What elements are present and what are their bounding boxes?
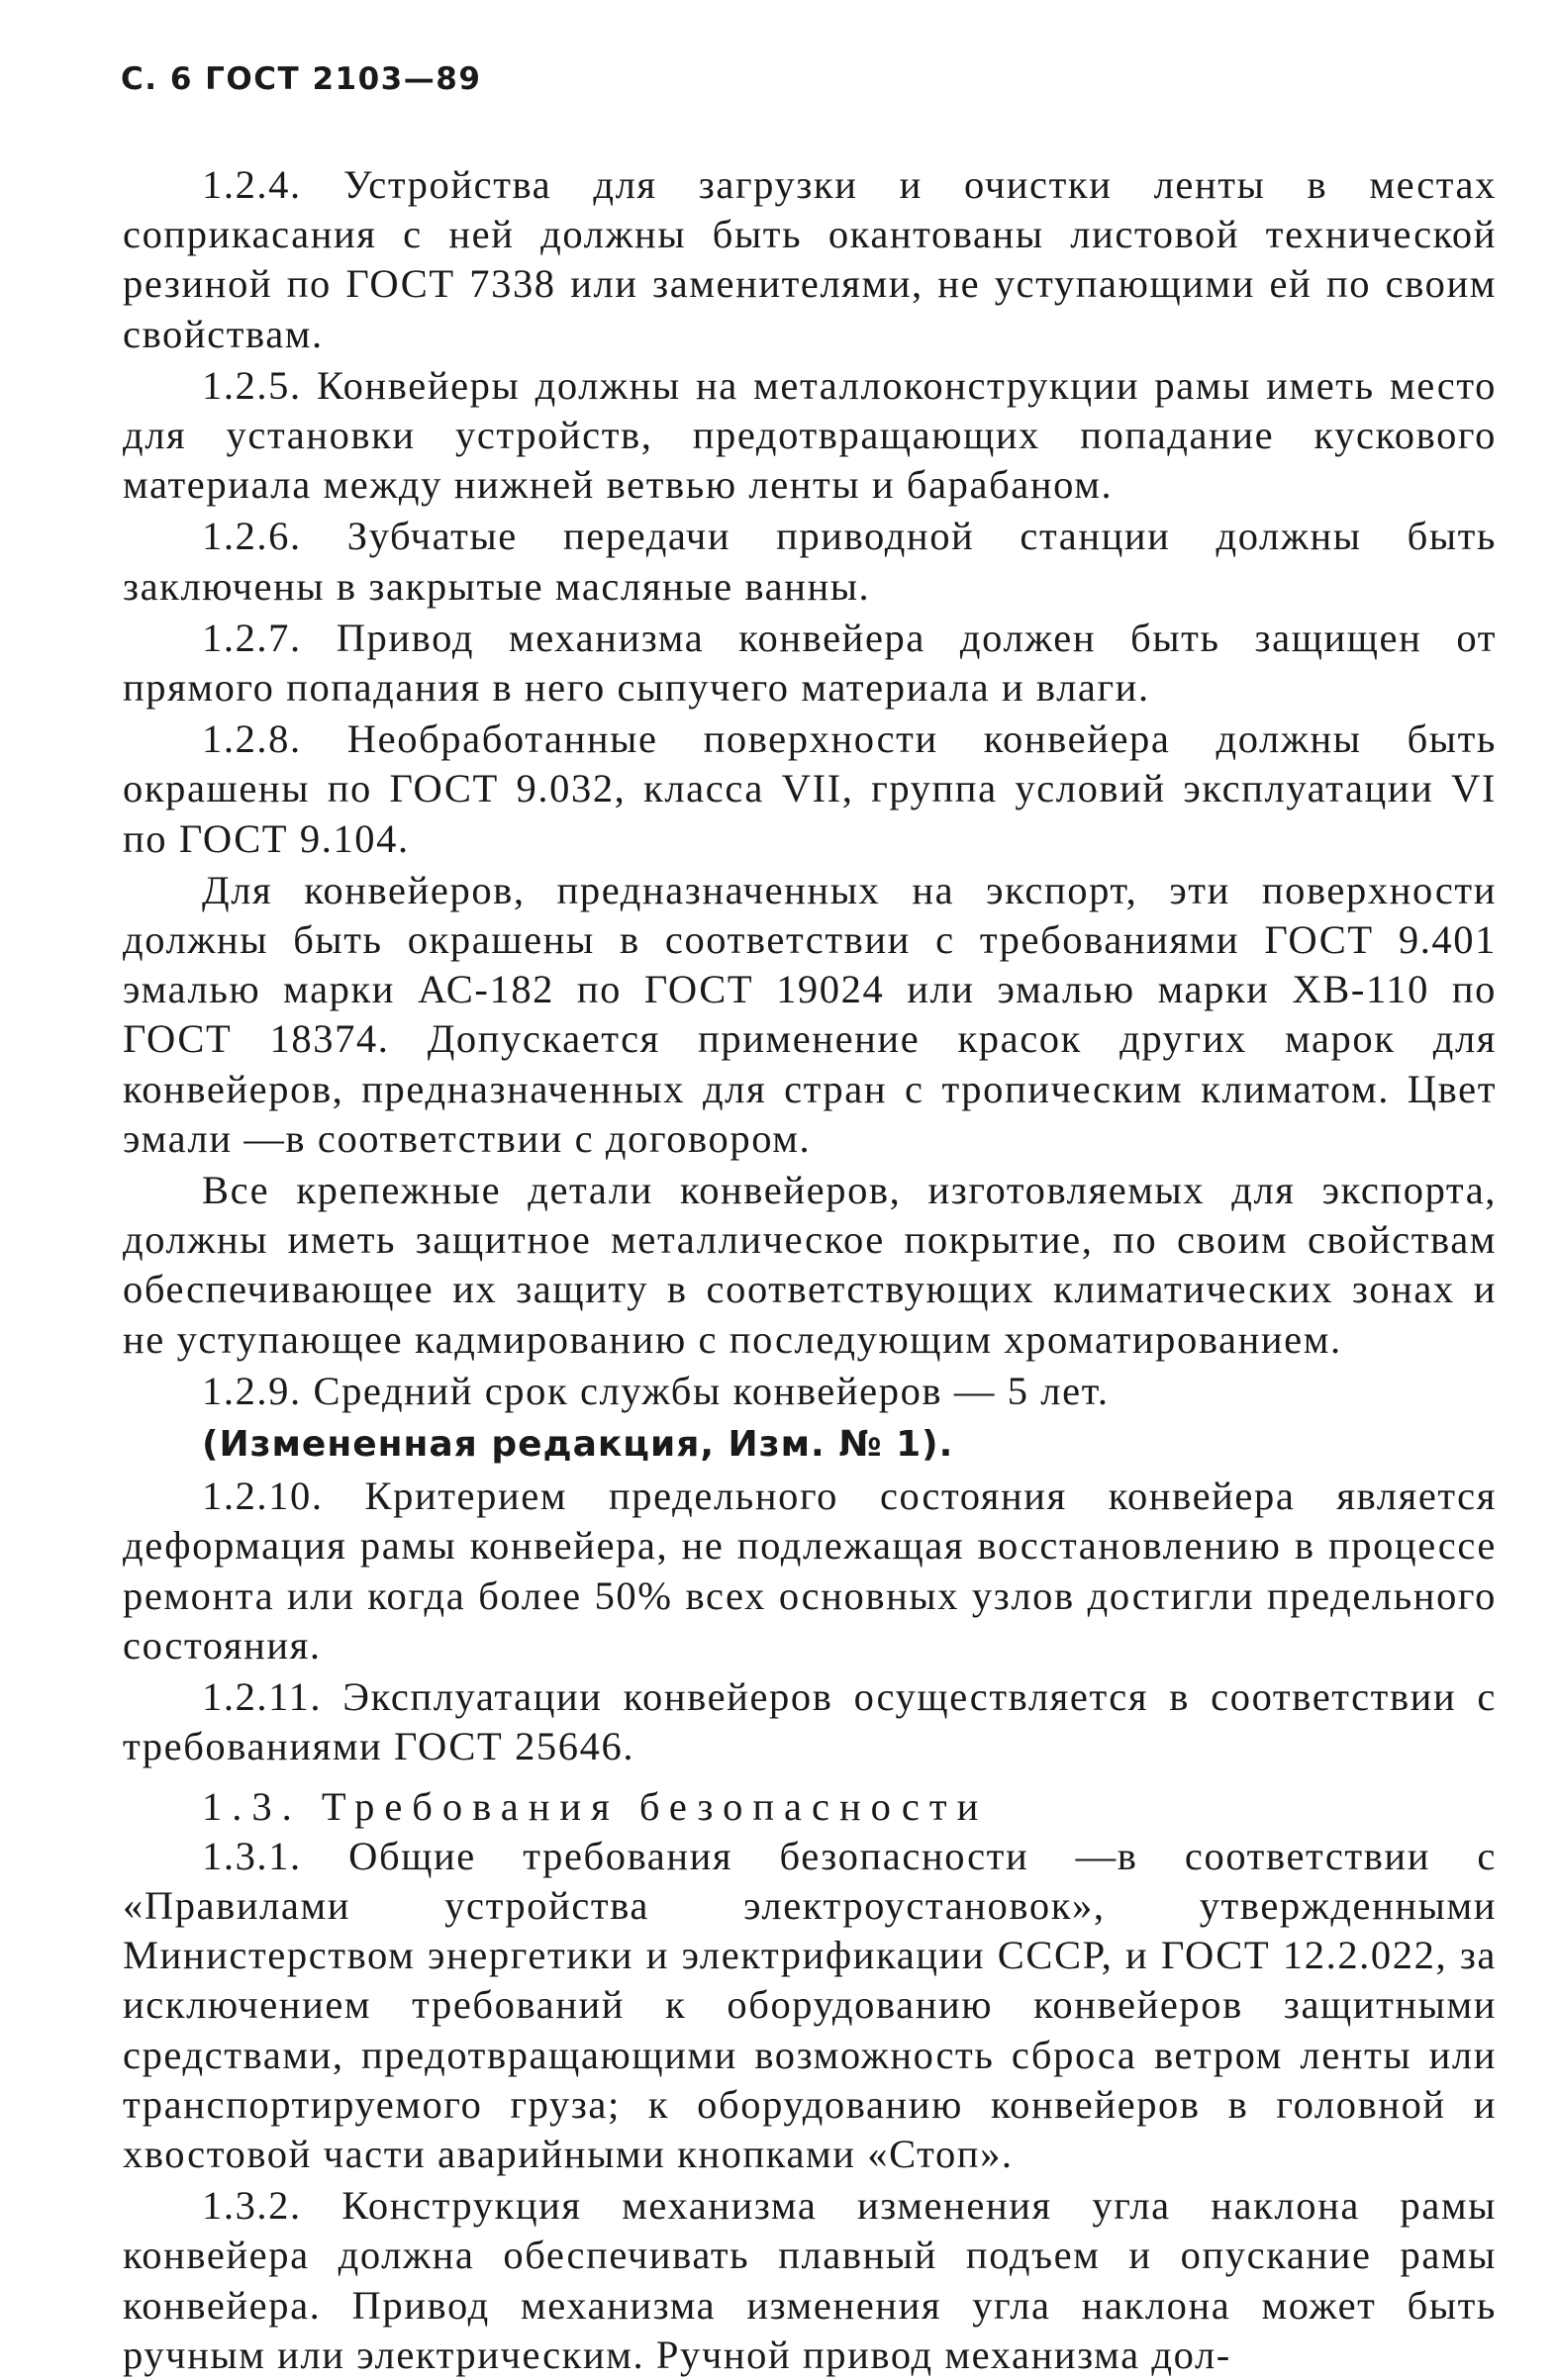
paragraph-export-paint: Для конвейеров, предназначенных на экспорт, эти поверхности должны быть окрашены в соответствии с требованиями ГОСТ 9.401 эмалью марки АС-182 по ГОСТ 19024 или эмалью марки ХВ-110 по ГОСТ 18374. Допускается применение красок других марок для конвейеров, предназначенных для стран с тропическим климатом. Цвет эмали —в соответствии с договором.	[123, 867, 1497, 1161]
body-text	[123, 160, 1497, 2380]
amendment-note: (Измененная редакция, Изм. № 1).	[202, 1424, 954, 1466]
paragraph-1-3-2: 1.3.2. Конструкция механизма изменения угла наклона рамы конвейера должна обеспечивать плавный подъем и опускание рамы конвейера. Привод механизма изменения угла наклона может быть ручным или электрическим. Ручной привод механизма дол-	[123, 2183, 1497, 2377]
paragraph-1-2-7: 1.2.7. Привод механизма конвейера должен быть защищен от прямого попадания в него сыпучего материала и влаги.	[123, 615, 1497, 711]
paragraph-1-2-11: 1.2.11. Эксплуатации конвейеров осуществляется в соответствии с требованиями ГОСТ 25646.	[123, 1674, 1497, 1769]
section-heading-1-3: 1.3. Требования безопасности	[202, 1783, 989, 1829]
running-header: С. 6 ГОСТ 2103—89	[121, 61, 482, 97]
paragraph-1-2-5: 1.2.5. Конвейеры должны на металлоконструкции рамы иметь место для установки устройств, предотвращающих попадание кускового материала между нижней ветвью ленты и барабаном.	[123, 362, 1497, 508]
paragraph-1-2-10: 1.2.10. Критерием предельного состояния конвейера является деформация рамы конвейера, не подлежащая восстановлению в процессе ремонта или когда более 50% всех основных узлов достигли предельного состояния.	[123, 1474, 1497, 1667]
paragraph-fasteners: Все крепежные детали конвейеров, изготовляемых для экспорта, должны иметь защитное металлическое покрытие, по своим свойствам обеспечивающее их защиту в соответствующих климатических зонах и не уступающее кадмированию с последующим хроматированием.	[123, 1168, 1497, 1362]
paragraph-1-2-8: 1.2.8. Необработанные поверхности конвейера должны быть окрашены по ГОСТ 9.032, класса VII, группа условий эксплуатации VI по ГОСТ 9.104.	[123, 716, 1497, 861]
paragraph-1-2-9: 1.2.9. Средний срок службы конвейеров — 5 лет.	[202, 1368, 1110, 1413]
paragraph-1-2-6: 1.2.6. Зубчатые передачи приводной станции должны быть заключены в закрытые масляные ванны.	[123, 514, 1497, 609]
paragraph-1-2-4: 1.2.4. Устройства для загрузки и очистки ленты в местах соприкасания с ней должны быть окантованы листовой технической резиной по ГОСТ 7338 или заменителями, не уступающими ей по своим свойствам.	[123, 162, 1497, 356]
paragraph-1-3-1: 1.3.1. Общие требования безопасности —в соответствии с «Правилами устройства электроустановок», утвержденными Министерством энергетики и электрификации СССР, и ГОСТ 12.2.022, за исключением требований к оборудованию конвейеров защитными средствами, предотвращающими возможность сброса ветром ленты или транспортируемого груза; к оборудованию конвейеров в головной и хвостовой части аварийными кнопками «Стоп».	[123, 1833, 1497, 2176]
